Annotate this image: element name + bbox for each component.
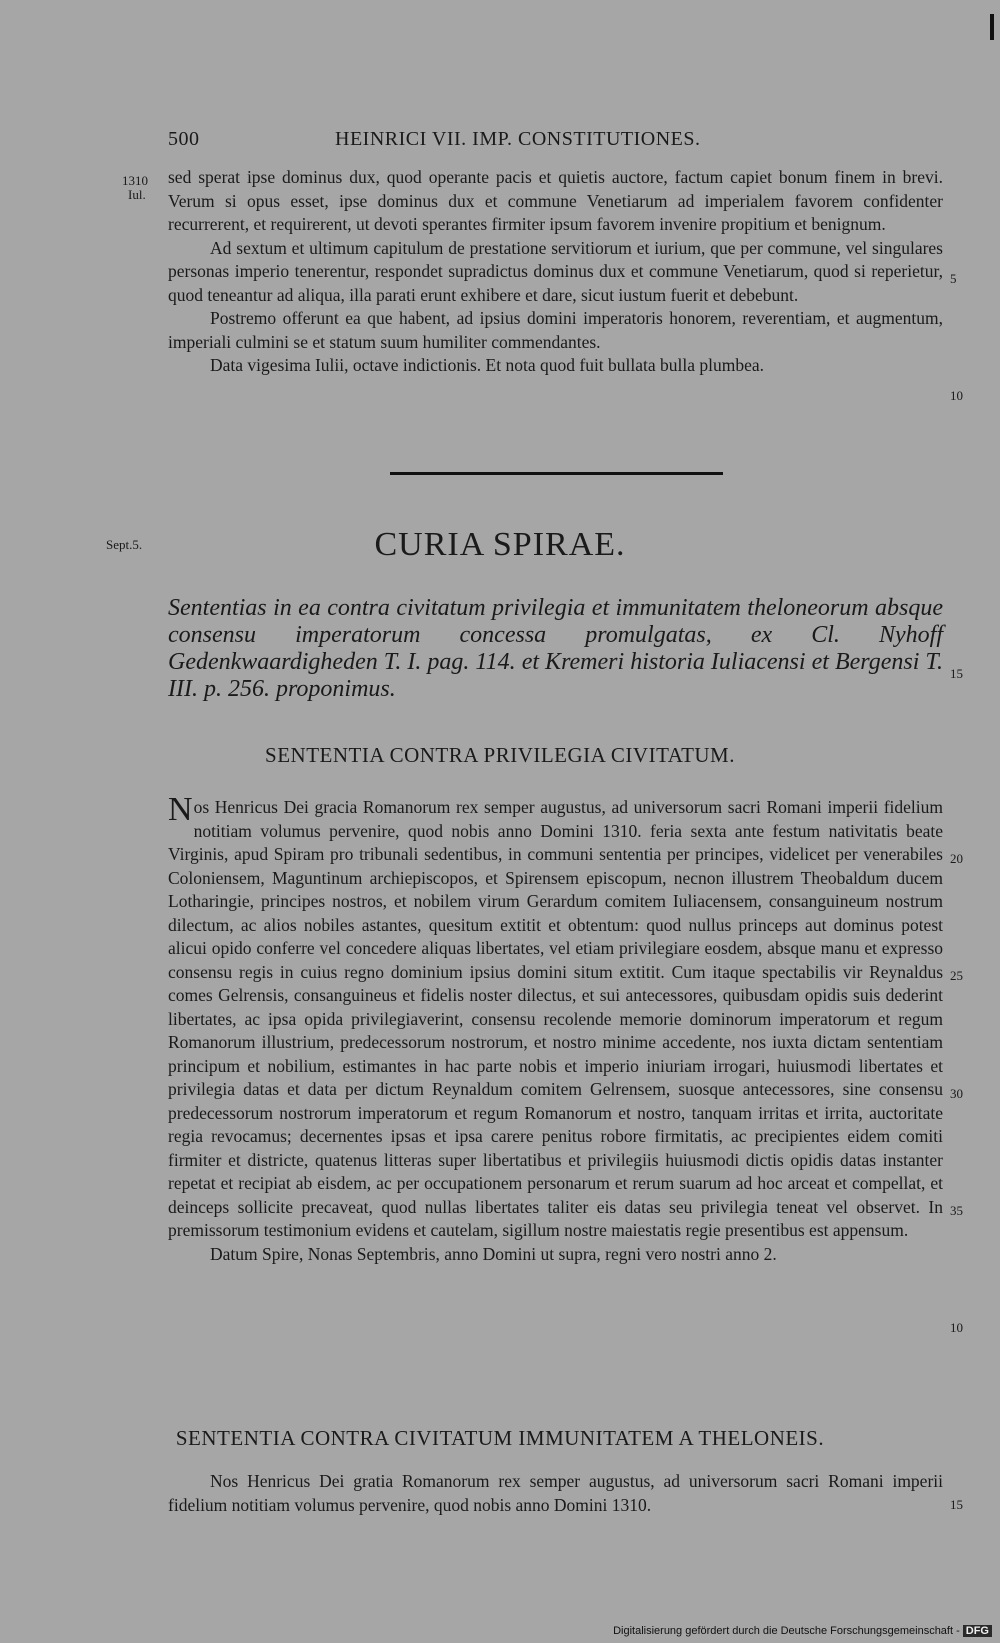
body-text: os Henricus Dei gracia Romanorum rex semper augustus, ad universorum sacri Romani imperii fidelium notitiam volumus pervenire, quod nobis anno Domini 1310. feria sexta ante festum nativitatis beate Virginis, apud Spiram pro tribunali sedentibus, in communi sententia per principes, videlicet per venerabiles Coloniensem, Maguntinum archiepiscopos, et Spirensem episcopum, necnon illustrem Theobaldum ducem Lotharingie, principes nostros, et nobilem virum Gerardum comitem Iuliacensem, consanguineum nostrum dilectum, ac alios nobiles astantes, quesitum extitit et obtentum: quod nullus princeps aut dominus potest alicui opido conferre vel concedere aliquas libertates, vel etiam privilegiare eosdem, absque manu et expresso consensu regis in cuius regno dominium ipsius domini situm extitit. Cum itaque spectabilis vir Reynaldus comes Gelrensis, consanguineus et fidelis noster dilectus, et sui antecessores, quibusdam opidis suis dederint libertates, ac ipsa opida privilegiaverint, consensu recolende memorie dominorum imperatorum et regum Romanorum illustrium, predecessorum nostrorum, et nostro minime accedente, nos iuxta dictam sententiam principum et nobilium, estimantes in hac parte nobis et imperio iniuriam irrogari, huiusmodi libertates et privilegia datas et data per dictum Reynaldum comitem Gelrensem, suosque antecessores, sine consensu predecessorum nostrorum imperatorum et regum Romanorum et nostro, tanquam irritas et irrita, auctoritate regia revocamus; decernentes ipsas et ipsa carere penitus robore firmitatis, ac precipientes eidem comiti firmiter et districte, quatenus litteras super libertatibus et privilegiis huiusmodi dictis opidis datas instanter repetat et recipiat ab eisdem, ac per occupationem personarum et rerum suarum ad hoc arceat et compellat, et deinceps sollicite precaveat, quod nullas libertates taliter eis datas seu privilegia teneat vel observet. In premissorum testimonium evidens et cautelam, sigillum nostre maiestatis regie presentibus est appensum.: [168, 797, 943, 1240]
running-header: [168, 128, 948, 158]
dfg-logo: DFG: [963, 1625, 992, 1637]
line-number: 5: [950, 271, 957, 286]
section-title: CURIA SPIRAE.: [374, 526, 626, 563]
line-number: 10: [950, 388, 963, 403]
document-body: Nos Henricus Dei gratia Romanorum rex semper augustus, ad universorum sacri Romani imperii fidelium notitiam volumus pervenire, quod nobis anno Domini 1310.: [168, 1471, 943, 1515]
paragraph: sed sperat ipse dominus dux, quod operante pacis et quietis auctore, factum capiet bonum finem in brevi. Verum si opus esset, ipse dominus dux et commune Venetiarum ad imperialem favorem confidenter recurrerent, et requirerent, ut devoti sperantes firmiter ipsum favorem invenire propitium et benignum.: [168, 167, 943, 234]
running-title: HEINRICI VII. IMP. CONSTITUTIONES.: [335, 128, 701, 150]
drop-cap: N: [168, 791, 193, 828]
line-number: 25: [950, 968, 963, 983]
dating-clause: Datum Spire, Nonas Septembris, anno Domini ut supra, regni vero nostri anno 2.: [210, 1243, 777, 1264]
document-text: [168, 1470, 943, 1517]
page-number: 500: [168, 128, 200, 150]
top-text-block: [168, 166, 943, 378]
margin-month: Iul.: [128, 187, 146, 202]
section-divider: [390, 472, 723, 475]
line-number: 20: [950, 851, 963, 866]
scan-edge-mark: [990, 14, 994, 40]
line-number: 15: [950, 1497, 963, 1512]
paragraph: Postremo offerunt ea que habent, ad ipsius domini imperatoris honorem, reverentiam, et augmentum, imperiali culmini se et statum suum humiliter commendantes.: [168, 308, 943, 352]
line-number: 15: [950, 666, 963, 681]
paragraph: Data vigesima Iulii, octave indictionis. Et nota quod fuit bullata bulla plumbea.: [210, 355, 765, 375]
section-intro: Sententias in ea contra civitatum privilegia et immunitatem theloneorum absque consensu imperatorum concessa promulgatas, ex Cl. Nyhoff Gedenkwaardigheden T. I. pag. 114. et Kremeri historia Iuliacensi et Bergensi T. III. p. 256. proponimus.: [168, 595, 943, 702]
margin-date-sept: Sept.5.: [106, 537, 143, 552]
document-heading: SENTENTIA CONTRA CIVITATUM IMMUNITATEM A THELONEIS.: [175, 1426, 825, 1450]
line-number: 35: [950, 1203, 963, 1218]
line-number: 10: [950, 1320, 963, 1335]
line-number: 30: [950, 1086, 963, 1101]
margin-year: 1310: [122, 173, 148, 188]
credit-text: Digitalisierung gefördert durch die Deutsche Forschungsgemeinschaft -: [613, 1625, 960, 1637]
document-body: [168, 791, 943, 1243]
digitization-credit: [613, 1625, 992, 1637]
document-heading: SENTENTIA CONTRA PRIVILEGIA CIVITATUM.: [265, 743, 735, 767]
paragraph: Ad sextum et ultimum capitulum de prestatione servitiorum et iurium, que per commune, vel singulares personas imperio tenerentur, respondet supradictus dominus dux et commune Venetiarum, quod si reperietur, quod teneantur ad aliqua, illa parati erunt exhibere et dare, sicut iustum fuerit et debebunt.: [168, 237, 943, 305]
document-text: [168, 791, 943, 1266]
